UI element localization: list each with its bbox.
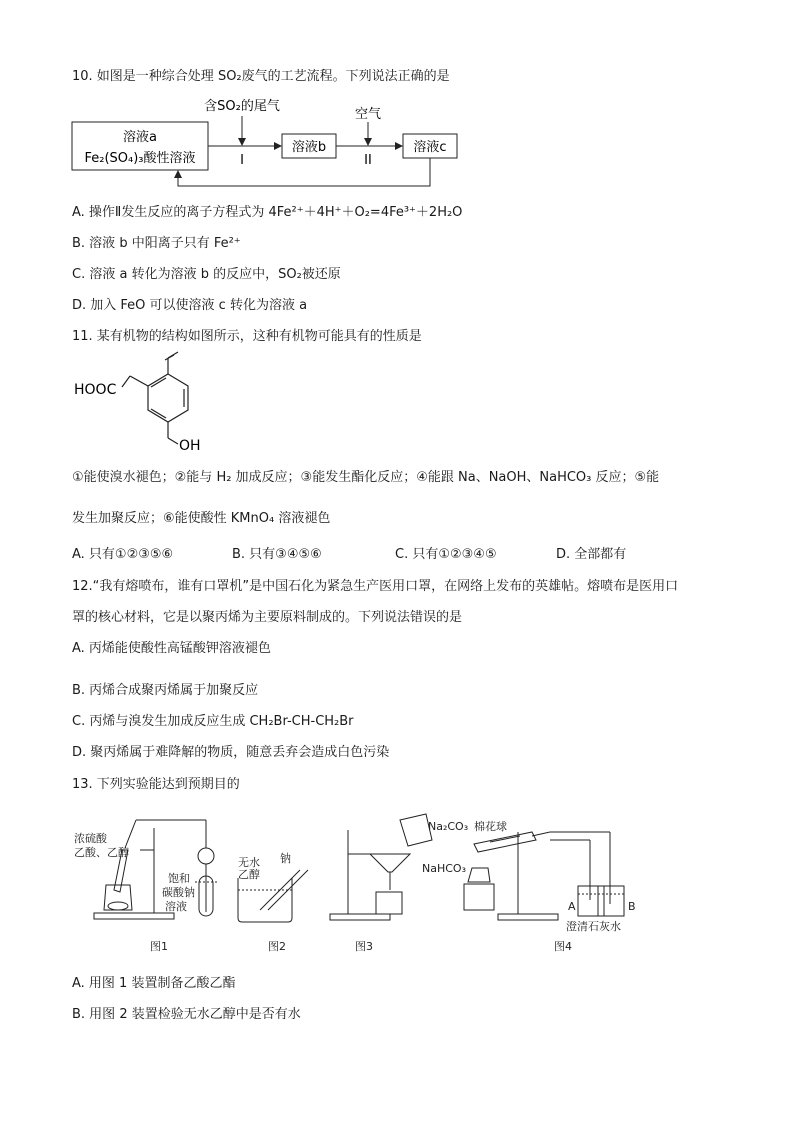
fig4-caption: 图4 [554,940,572,953]
q11-props-line1: ①能使溴水褪色；②能与 H₂ 加成反应；③能发生酯化反应；④能跟 Na、NaOH、NaHCO₃ 反应；⑤能 [72,470,660,485]
fig1-label-h2so4: 浓硫酸 [74,832,107,845]
q13-option-a: A. 用图 1 装置制备乙酸乙酯 [72,976,236,991]
fig4-label-na2co3: Na₂CO₃ [428,820,469,833]
box-a-line1: 溶液a [123,130,157,145]
q11-option-c: C. 只有①②③④⑤ [395,547,497,562]
q10-option-c: C. 溶液 a 转化为溶液 b 的反应中，SO₂被还原 [72,267,341,282]
q12-stem-line1: 12.“我有熔喷布，谁有口罩机”是中国石化为紧急生产医用口罩，在网络上发布的英雄帖。熔喷布是医用口 [72,579,679,594]
input-tail-gas: 含SO₂的尾气 [204,99,280,114]
fig1-caption: 图1 [150,940,168,953]
q10-stem: 10. 如图是一种综合处理 SO₂废气的工艺流程。下列说法正确的是 [72,69,450,84]
fig1-label-na2co3: 碳酸钠 [162,886,195,899]
q13-option-b: B. 用图 2 装置检验无水乙醇中是否有水 [72,1007,301,1022]
fig4-label-a: A [568,900,576,913]
q11-structure-diagram [70,352,220,456]
fig1-label-sat: 饱和 [168,872,190,885]
q13-stem: 13. 下列实验能达到预期目的 [72,777,240,792]
q10-option-a: A. 操作Ⅱ发生反应的离子方程式为 4Fe²⁺＋4H⁺＋O₂=4Fe³⁺＋2H₂O [72,205,463,220]
q11-props-line2: 发生加聚反应；⑥能使酸性 KMnO₄ 溶液褪色 [72,511,331,526]
step-2-label: II [364,153,372,168]
fig1-label-soln: 溶液 [165,900,187,913]
step-1-label: I [240,153,244,168]
q13-apparatus-figures [70,810,650,960]
box-b-label: 溶液b [291,140,327,155]
fig4-label-b: B [628,900,636,913]
q12-option-a: A. 丙烯能使酸性高锰酸钾溶液褪色 [72,641,271,656]
input-air: 空气 [354,107,382,122]
q11-stem: 11. 某有机物的结构如图所示，这种有机物可能具有的性质是 [72,329,422,344]
fig2-label-na: 钠 [280,852,291,865]
oh-group: OH [179,438,201,454]
box-c-label: 溶液c [413,140,447,155]
q11-option-d: D. 全部都有 [556,547,627,562]
q12-stem-line2: 罩的核心材料，它是以聚丙烯为主要原料制成的。下列说法错误的是 [72,610,463,625]
q12-option-c: C. 丙烯与溴发生加成反应生成 CH₂Br-CH-CH₂Br [72,714,354,729]
q10-option-d: D. 加入 FeO 可以使溶液 c 转化为溶液 a [72,298,308,313]
q10-option-b: B. 溶液 b 中阳离子只有 Fe²⁺ [72,236,241,251]
q10-flow-diagram [70,92,447,192]
box-a-line2: Fe₂(SO₄)₃酸性溶液 [84,151,196,166]
fig4-label-nahco3: NaHCO₃ [422,862,466,875]
q11-option-b: B. 只有③④⑤⑥ [232,547,322,562]
fig2-caption: 图2 [268,940,286,953]
fig1-label-reagents: 乙酸、乙醇 [74,846,129,859]
q11-option-a: A. 只有①②③⑤⑥ [72,547,174,562]
fig4-label-limewater: 澄清石灰水 [566,920,621,933]
fig2-label-anhydrous: 无水 [238,856,260,869]
q12-option-b: B. 丙烯合成聚丙烯属于加聚反应 [72,683,259,698]
fig2-label-ethanol: 乙醇 [238,868,260,881]
hooc-group: HOOC [74,382,117,398]
fig4-label-cotton: 棉花球 [474,820,507,833]
fig3-caption: 图3 [355,940,373,953]
q12-option-d: D. 聚丙烯属于难降解的物质，随意丢弃会造成白色污染 [72,745,390,760]
